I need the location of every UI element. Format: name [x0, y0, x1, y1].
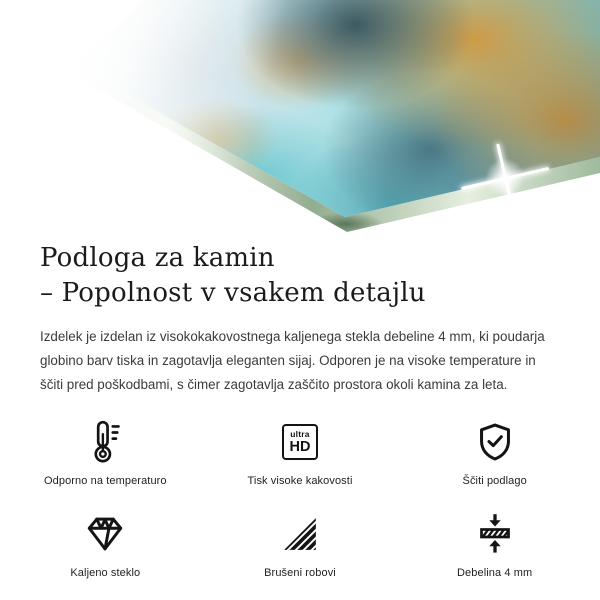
feature-polished-edges: [203, 511, 398, 579]
feature-label: Tisk visoke kakovosti: [247, 475, 353, 487]
feature-print-quality: [203, 419, 398, 487]
page-title-line2: – Popolnost v vsakem detajlu: [40, 278, 426, 308]
thermometer-icon: [88, 419, 122, 465]
polished-edges-icon: [281, 511, 319, 557]
feature-temperature: [8, 419, 203, 487]
diamond-icon: [85, 511, 125, 557]
feature-tempered-glass: [8, 511, 203, 579]
feature-label: Odporno na temperaturo: [43, 475, 167, 487]
thickness-compress-icon: [477, 511, 513, 557]
ultra-hd-text-top: ultra: [290, 429, 310, 439]
features-grid: [8, 419, 592, 579]
feature-label: Debelina 4 mm: [457, 567, 533, 579]
ultra-hd-badge-icon: [282, 419, 318, 465]
feature-protects-surface: [397, 419, 592, 487]
ultra-hd-text-bottom: HD: [289, 438, 311, 455]
shield-check-icon: [476, 419, 514, 465]
feature-thickness: [397, 511, 592, 579]
hero-product-image: [0, 0, 600, 235]
feature-label: Ščiti podlago: [462, 475, 527, 487]
description-paragraph: Izdelek je izdelan iz visokokakovostnega kaljenega stekla debeline 4 mm, ki poudarja globino barv tiska in zagotavlja eleganten sijaj. Odporen je na visoke temperature in ščiti pred poškodbami, s čimer zagotavlja zaščito prostora okoli kamina za leta.: [40, 329, 545, 392]
page-title-line1: Podloga za kamin: [40, 243, 275, 273]
feature-label: Brušeni robovi: [264, 567, 336, 579]
feature-label: Kaljeno steklo: [70, 567, 141, 579]
page-title: [40, 241, 560, 311]
